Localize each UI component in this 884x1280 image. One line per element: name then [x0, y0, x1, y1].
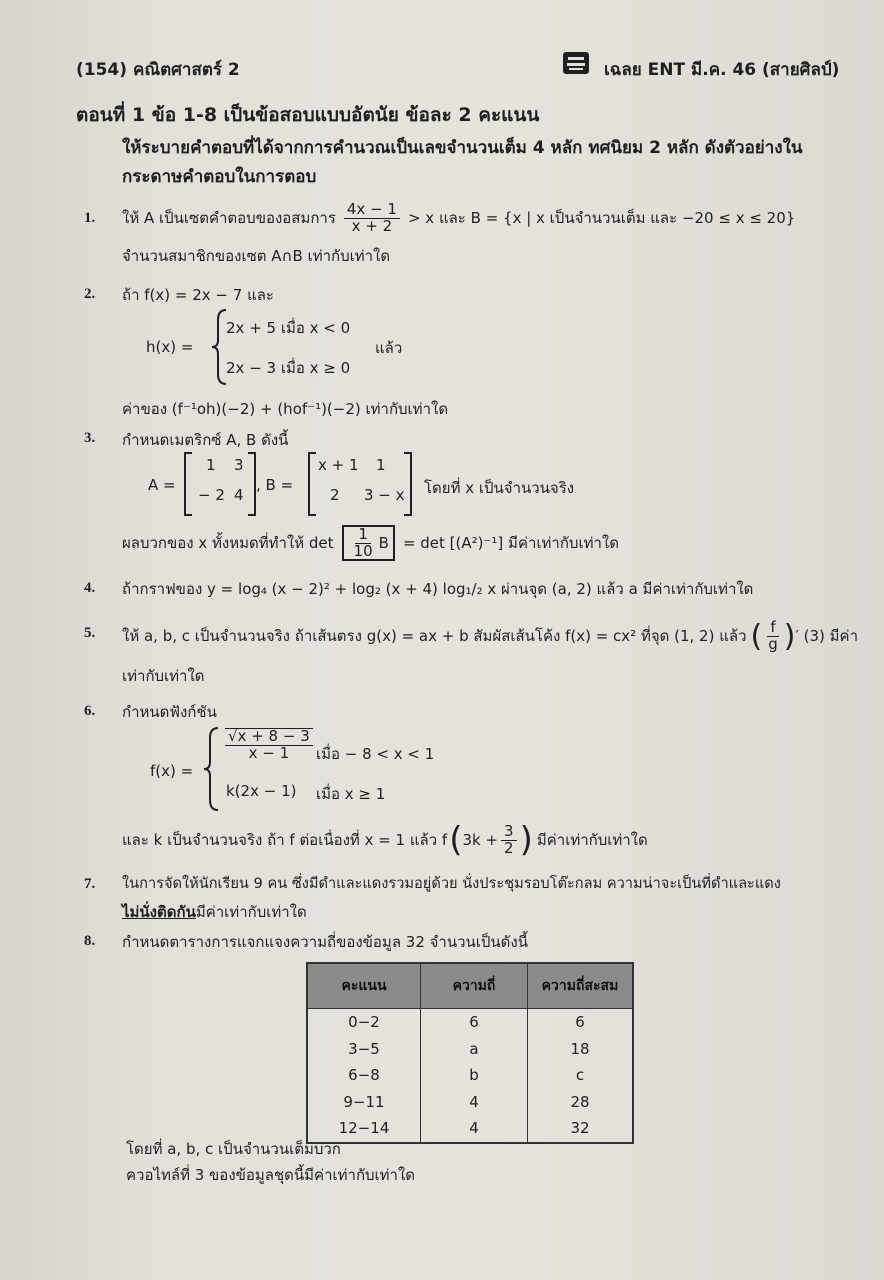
q1-line1	[122, 200, 795, 236]
q3-condition: โดยที่ x เป็นจำนวนจริง	[424, 479, 575, 497]
table-row	[307, 1089, 633, 1116]
q1-number: 1.	[84, 210, 96, 226]
q8-line2: โดยที่ a, b, c เป็นจำนวนเต็มบวก	[126, 1140, 341, 1158]
q3-line3	[122, 525, 619, 561]
q2-line1: ถ้า f(x) = 2x − 7 และ	[122, 286, 274, 304]
table-cell: 6−8	[307, 1062, 421, 1089]
q6-line1: กำหนดฟังก์ชัน	[122, 703, 217, 721]
table-header-score: คะแนน	[307, 963, 421, 1009]
q6-line3-inner: 3k +	[462, 831, 499, 849]
q5-frac-d: g	[768, 634, 778, 653]
q6-number: 6.	[84, 703, 96, 719]
table-cell: 3−5	[307, 1036, 421, 1063]
q3-det-bracket	[342, 525, 395, 561]
q6-line3	[122, 818, 648, 862]
q2-h-label: h(x) =	[146, 338, 194, 356]
table-cell: 12−14	[307, 1115, 421, 1143]
frequency-table	[306, 962, 634, 1144]
q5-paren-left: (	[750, 618, 763, 654]
table-cell: c	[528, 1062, 634, 1089]
q6-case1-denominator: x − 1	[248, 743, 290, 762]
matrix-a	[184, 452, 256, 516]
table-cell: 4	[421, 1089, 528, 1116]
q6-case1-fraction	[225, 728, 313, 762]
table-cell: 4	[421, 1115, 528, 1143]
q2-case1: 2x + 5 เมื่อ x < 0	[226, 319, 351, 337]
q7-line2	[122, 900, 307, 924]
q6-case1-cond: เมื่อ − 8 < x < 1	[316, 745, 435, 763]
table-cell: 6	[528, 1009, 634, 1036]
q8-line3: ควอไทล์ที่ 3 ของข้อมูลชุดนี้มีค่าเท่ากับเท่าใด	[126, 1166, 416, 1184]
q7-line2-rest: มีค่าเท่ากับเท่าใด	[195, 903, 307, 921]
q5-line1	[122, 616, 858, 656]
q8-number: 8.	[84, 933, 96, 949]
q3-line3-a: ผลบวกของ x ทั้งหมดที่ทำให้ det	[122, 534, 334, 552]
q7-line1: ในการจัดให้นักเรียน 9 คน ซึ่งมีดำและแดงรวมอยู่ด้วย นั่งประชุมรอบโต๊ะกลม ความน่าจะเป็นที่ดำและแดง	[122, 875, 781, 892]
q6-paren-right: )	[519, 820, 533, 860]
matrix-b-22: 3 − x	[364, 486, 405, 504]
q2-line3: ค่าของ (f⁻¹oh)(−2) + (hof⁻¹)(−2) เท่ากับเท่าใด	[122, 400, 449, 418]
table-cell: 18	[528, 1036, 634, 1063]
q1-text-b: > x และ B = {x | x เป็นจำนวนเต็ม และ −20 ≤ x ≤ 20}	[407, 209, 796, 227]
q6-line3-b: มีค่าเท่ากับเท่าใด	[536, 831, 648, 849]
matrix-a-12: 3	[234, 456, 244, 474]
q8-line1: กำหนดตารางการแจกแจงความถี่ของข้อมูล 32 จำนวนเป็นดังนี้	[122, 933, 529, 951]
q6-brace	[202, 726, 220, 812]
q1-text-a: ให้ A เป็นเซตคำตอบของอสมการ	[122, 209, 336, 227]
q5-number: 5.	[84, 625, 96, 641]
q3-a-label: A =	[148, 476, 176, 494]
matrix-b-11: x + 1	[318, 456, 359, 474]
q6-case1	[222, 728, 316, 762]
q6-case2-cond: เมื่อ x ≥ 1	[316, 785, 386, 803]
table-header-row	[307, 963, 633, 1009]
q4-number: 4.	[84, 580, 96, 596]
q6-line3-frac-d: 2	[504, 838, 514, 857]
section-instruction-1: ให้ระบายคำตอบที่ได้จากการคำนวณเป็นเลขจำนวนเต็ม 4 หลัก ทศนิยม 2 หลัก ดังตัวอย่างใน	[122, 138, 803, 158]
table-cell: a	[421, 1036, 528, 1063]
q3-det-fraction	[351, 524, 376, 560]
matrix-b-12: 1	[376, 456, 386, 474]
table-row	[307, 1062, 633, 1089]
table-row	[307, 1115, 633, 1143]
q5-text: ให้ a, b, c เป็นจำนวนจริง ถ้าเส้นตรง g(x) = ax + b สัมผัสเส้นโค้ง f(x) = cx² ที่จุด (1, 2) แล้ว	[122, 627, 747, 645]
q5-frac-n: f	[767, 620, 778, 637]
q6-case1-numerator: √x + 8 − 3	[225, 728, 313, 746]
q6-case2: k(2x − 1)	[226, 782, 297, 800]
table-cell: 28	[528, 1089, 634, 1116]
q6-paren-left: (	[449, 820, 463, 860]
q1-fraction	[344, 199, 400, 235]
q3-det-frac-d: 10	[353, 541, 373, 560]
q5-fraction	[765, 617, 781, 653]
matrix-a-22: 4	[234, 486, 244, 504]
matrix-b-21: 2	[330, 486, 340, 504]
q2-number: 2.	[84, 286, 96, 302]
q4-text: ถ้ากราฟของ y = log₄ (x − 2)² + log₂ (x + 4) log₁/₂ x ผ่านจุด (a, 2) แล้ว a มีค่าเท่ากับเท่าใด	[122, 580, 754, 598]
q2-then: แล้ว	[375, 339, 403, 357]
q7-number: 7.	[84, 876, 96, 892]
q2-case2: 2x − 3 เมื่อ x ≥ 0	[226, 359, 351, 377]
q5-line2: เท่ากับเท่าใด	[122, 667, 205, 685]
q3-det-frac-n: 1	[355, 527, 371, 544]
q5-paren-right: )	[783, 618, 796, 654]
table-cell: 0−2	[307, 1009, 421, 1036]
table-cell: 32	[528, 1115, 634, 1143]
q3-det-b: B	[378, 534, 389, 552]
table-cell: b	[421, 1062, 528, 1089]
table-cell: 9−11	[307, 1089, 421, 1116]
table-row	[307, 1009, 633, 1036]
q3-line3-b: = det [(A²)⁻¹] มีค่าเท่ากับเท่าใด	[402, 534, 619, 552]
table-header-cumulative: ความถี่สะสม	[528, 963, 634, 1009]
page-header-left: (154) คณิตศาสตร์ 2	[76, 60, 240, 80]
q3-b-label: , B =	[256, 476, 294, 494]
matrix-b	[308, 452, 412, 516]
q6-line3-frac-n: 3	[501, 824, 517, 841]
table-cell: 6	[421, 1009, 528, 1036]
section-instruction-2: กระดาษคำตอบในการตอบ	[122, 167, 317, 187]
q6-f-label: f(x) =	[150, 762, 194, 780]
book-icon	[563, 52, 589, 74]
matrix-a-11: 1	[206, 456, 216, 474]
q7-emphasis: ไม่นั่งติดกัน	[122, 903, 196, 921]
q3-line1: กำหนดเมตริกซ์ A, B ดังนี้	[122, 431, 289, 449]
q1-frac-denominator: x + 2	[351, 216, 393, 235]
table-row	[307, 1036, 633, 1063]
table-header-frequency: ความถี่	[421, 963, 528, 1009]
page-header-right: เฉลย ENT มี.ค. 46 (สายศิลป์)	[604, 60, 840, 80]
q3-number: 3.	[84, 430, 96, 446]
matrix-a-21: − 2	[198, 486, 225, 504]
q1-line2: จำนวนสมาชิกของเซต A∩B เท่ากับเท่าใด	[122, 247, 391, 265]
q6-line3-fraction	[501, 821, 517, 857]
q1-frac-numerator: 4x − 1	[344, 202, 400, 219]
q5-after: ′ (3) มีค่า	[795, 627, 859, 645]
q6-line3-a: และ k เป็นจำนวนจริง ถ้า f ต่อเนื่องที่ x = 1 แล้ว f	[122, 831, 448, 849]
section-title: ตอนที่ 1 ข้อ 1-8 เป็นข้อสอบแบบอัตนัย ข้อละ 2 คะแนน	[76, 104, 540, 126]
